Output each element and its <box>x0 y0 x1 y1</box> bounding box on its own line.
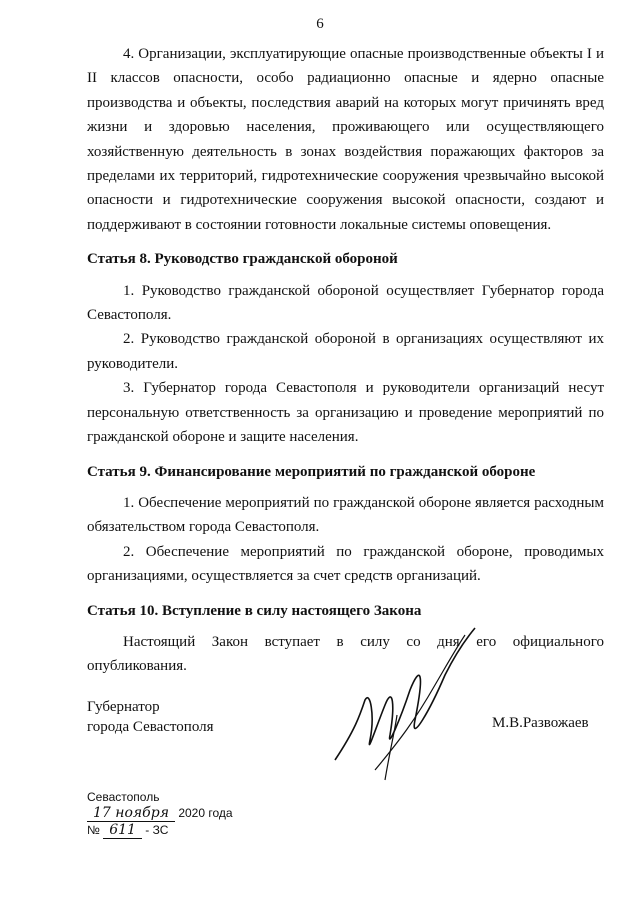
article-10-paragraph: Настоящий Закон вступает в силу со дня его официального опубликования. <box>87 633 604 675</box>
signatory-title <box>87 697 214 737</box>
issue-number-suffix: - ЗС <box>145 823 169 837</box>
issue-number-handwritten: 611 <box>103 822 142 839</box>
paragraph-4: 4. Организации, эксплуатирующие опасные производственные объекты I и II классов опасности, особо радиационно опасные и ядерно опасные производства и объекты, последствия аварий на которых могут причинять вред жизни и здоровью населения, проживающего или осуществляющего хозяйственную деятельность в зонах воздействия поражающих факторов за пределами их территорий, гидротехнические сооружения чрезвычайно высокой опасности и гидротехнические сооружения высокой опасности, создают и поддерживают в состоянии готовности локальные системы оповещения. <box>87 46 604 233</box>
issue-city: Севастополь <box>87 790 160 804</box>
article-9-heading: Статья 9. Финансирование мероприятий по гражданской обороне <box>87 463 536 480</box>
signatory-title-line-1: Губернатор <box>87 699 160 715</box>
issue-year: 2020 года <box>178 806 233 820</box>
issue-number-prefix: № <box>87 823 100 837</box>
issue-date-line <box>87 805 233 822</box>
document-body <box>87 42 604 679</box>
article-9-paragraph-2: 2. Обеспечение мероприятий по гражданской обороне, проводимых организациями, осуществляется за счет средств организаций. <box>87 543 604 585</box>
page-number: 6 <box>316 16 324 32</box>
article-9-paragraph-1: 1. Обеспечение мероприятий по гражданской обороне является расходным обязательством города Севастополя. <box>87 494 604 536</box>
article-8-paragraph-3: 3. Губернатор города Севастополя и руководители организаций несут персональную ответственность за организацию и проведение мероприятий по гражданской обороне и защите населения. <box>87 380 604 446</box>
issue-date-handwritten: 17 ноября <box>87 805 175 822</box>
article-8-heading: Статья 8. Руководство гражданской обороной <box>87 251 398 268</box>
article-10-heading: Статья 10. Вступление в силу настоящего Закона <box>87 602 422 619</box>
article-8-paragraph-1: 1. Руководство гражданской обороной осуществляет Губернатор города Севастополя. <box>87 282 604 324</box>
handwritten-signature <box>315 620 505 790</box>
signatory-name: М.В.Развожаев <box>492 715 589 731</box>
issue-stamp <box>87 789 233 839</box>
signatory-title-line-2: города Севастополя <box>87 719 214 735</box>
issue-number-line <box>87 822 233 839</box>
article-8-paragraph-2: 2. Руководство гражданской обороной в организациях осуществляют их руководители. <box>87 331 604 372</box>
